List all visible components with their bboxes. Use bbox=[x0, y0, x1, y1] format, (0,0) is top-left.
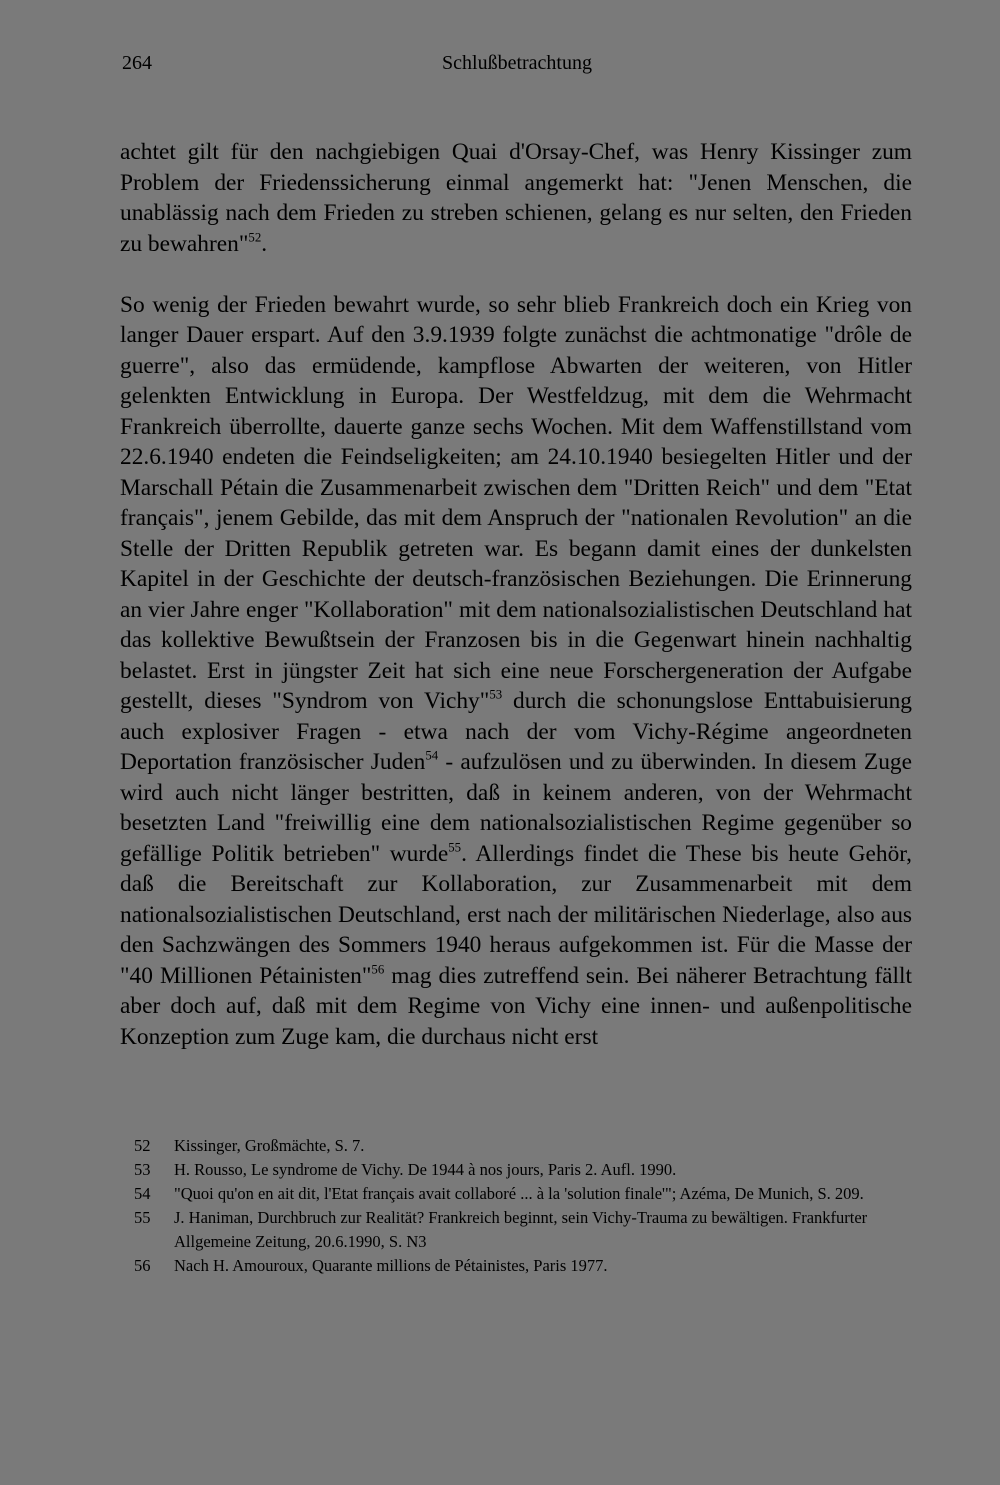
footnote-text: H. Rousso, Le syndrome de Vichy. De 1944 à nos jours, Paris 2. Aufl. 1990. bbox=[174, 1160, 677, 1179]
paragraph bbox=[120, 290, 912, 1053]
footnote bbox=[134, 1182, 914, 1206]
text-run: . bbox=[261, 230, 268, 257]
text-run: mag dies zutreffend sein. Bei näherer Betrachtung fällt aber doch auf, daß mit dem Regime von Vichy eine innen- und außenpolitische Konzeption zum Zuge kam, die durchaus nicht erst bbox=[120, 962, 913, 1050]
footnote-number: 55 bbox=[134, 1208, 151, 1227]
footnote bbox=[134, 1158, 914, 1182]
footnote-ref: 52 bbox=[248, 229, 262, 244]
page-header bbox=[122, 52, 912, 82]
footnote bbox=[134, 1254, 914, 1278]
footnote bbox=[134, 1134, 914, 1158]
running-title: Schlußbetrachtung bbox=[442, 52, 592, 74]
footnote-number: 52 bbox=[134, 1136, 151, 1155]
text-run: - aufzulösen und zu überwinden. In diesem Zuge wird auch nicht länger bestritten, daß in keinem anderen, von der Wehrmacht besetzten Land "freiwillig eine dem nationalsozialistischen Regime gegenüber so gefällige Politik betrieben" wurde bbox=[120, 749, 912, 867]
footnote-text: "Quoi qu'on en ait dit, l'Etat français avait collaboré ... à la 'solution finale'"; Azéma, De Munich, S. 209. bbox=[174, 1184, 864, 1203]
text-run: durch die schonungslose Enttabuisierung auch explosiver Fragen - etwa nach der vom Vichy-Régime angeordneten Deportation französischer Juden bbox=[120, 688, 912, 775]
footnote bbox=[134, 1206, 914, 1254]
footnote-text: Kissinger, Großmächte, S. 7. bbox=[174, 1136, 365, 1155]
page-number: 264 bbox=[122, 52, 152, 74]
footnote-number: 54 bbox=[134, 1184, 151, 1203]
footnotes bbox=[134, 1134, 914, 1278]
footnote-ref: 55 bbox=[448, 839, 462, 854]
text-run: So wenig der Frieden bewahrt wurde, so sehr blieb Frankreich doch ein Krieg von langer Dauer erspart. Auf den 3.9.1939 folgte zunächst die achtmonatige "drôle de guerre", also das ermüdende, kampflose Abwarten der weiteren, von Hitler gelenkten Entwicklung in Europa. Der Westfeldzug, mit dem die Wehrmacht Frankreich überrollte, dauerte ganze sechs Wochen. Mit dem Waffenstillstand vom 22.6.1940 endeten die Feindseligkeiten; am 24.10.1940 besiegelten Hitler und der Marschall Pétain die Zusammenarbeit zwischen dem "Dritten Reich" und dem "Etat français", jenem Gebilde, das mit dem Anspruch der "nationalen Revolution" an die Stelle der Dritten Republik getreten war. Es begann damit eines der dunkelsten Kapitel in der Geschichte der deutsch-französischen Beziehungen. Die Erinnerung an vier Jahre enger "Kollaboration" mit dem nationalsozialistischen Deutschland hat das kollektive Bewußtsein der Franzosen bis in die Gegenwart hinein nachhaltig belastet. Erst in jüngster Zeit hat sich eine neue Forschergeneration der Aufgabe gestellt, dieses "Syndrom von Vichy" bbox=[120, 291, 912, 714]
main-text bbox=[120, 137, 912, 1052]
footnote-text: J. Haniman, Durchbruch zur Realität? Frankreich beginnt, sein Vichy-Trauma zu bewältigen. Frankfurter Allgemeine Zeitung, 20.6.1990, S. N3 bbox=[174, 1208, 868, 1251]
footnote-ref: 53 bbox=[489, 687, 503, 702]
text-run: achtet gilt für den nachgiebigen Quai d'Orsay-Chef, was Henry Kissinger zum Problem der Friedenssicherung einmal angemerkt hat: "Jenen Menschen, die unablässig nach dem Frieden zu streben schienen, gelang es nur selten, den Frieden zu bewahren" bbox=[120, 139, 912, 257]
footnote-ref: 56 bbox=[371, 961, 385, 976]
footnote-ref: 54 bbox=[425, 748, 439, 763]
paragraph bbox=[120, 137, 912, 259]
footnote-number: 53 bbox=[134, 1160, 151, 1179]
text-run: . Allerdings findet die These bis heute Gehör, daß die Bereitschaft zur Kollaboration, zur Zusammenarbeit mit dem nationalsozialistischen Deutschland, erst nach der militärischen Niederlage, also aus den Sachzwängen des Sommers 1940 heraus aufgekommen ist. Für die Masse der "40 Millionen Pétainisten" bbox=[120, 840, 912, 989]
footnote-number: 56 bbox=[134, 1256, 151, 1275]
footnote-text: Nach H. Amouroux, Quarante millions de Pétainistes, Paris 1977. bbox=[174, 1256, 608, 1275]
